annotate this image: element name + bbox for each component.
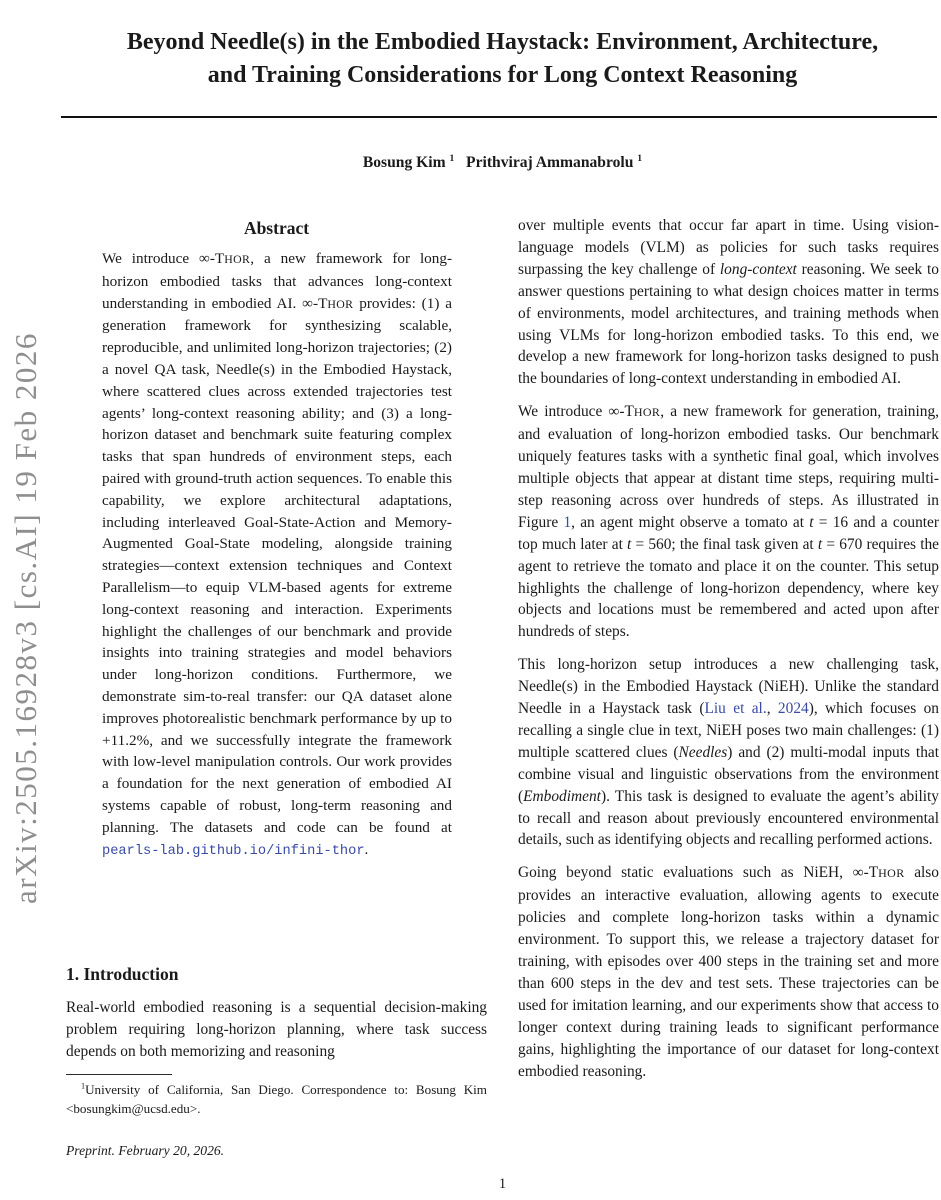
body-paragraph-4 — [518, 862, 939, 1082]
text-segment: = 670 requires the agent to retrieve the tomato and place it on the counter. This setup highlights the challenge of long-horizon dependency, where key objects and locations must be remembered and acted upon after hundreds of steps. — [518, 535, 940, 641]
text-segment: , — [766, 700, 778, 718]
text-segment: We introduce ∞-T — [102, 250, 225, 267]
text-segment: t — [809, 513, 814, 531]
text-segment: = 560; the final task given at — [631, 535, 818, 553]
preprint-note: Preprint. February 20, 2026. — [66, 1143, 225, 1158]
column-left — [66, 218, 487, 862]
figure-1-ref[interactable]: 1 — [563, 513, 572, 531]
text-segment: , an agent might observe a tomato at — [571, 513, 810, 531]
citation-liu-et-al[interactable]: Liu et al. — [704, 700, 767, 718]
paper-title-line1: Beyond Needle(s) in the Embodied Haystack: Environment, Architecture, — [126, 29, 879, 55]
paper-title-line2: and Training Considerations for Long Context Reasoning — [207, 62, 798, 88]
text-segment: . — [364, 840, 369, 858]
text-segment: t — [627, 535, 632, 553]
abstract-heading: Abstract — [243, 218, 310, 238]
text-segment: Needles — [678, 743, 728, 761]
text-segment: = 16 and a counter top much later at — [518, 513, 940, 553]
footnote-text — [66, 1081, 487, 1118]
text-segment: We introduce ∞-T — [518, 403, 634, 421]
text-segment: 1 — [637, 152, 643, 164]
text-segment: ), which focuses on recalling a single clue in text, NiEH poses two main challenges: (1) multiple scattered clues ( — [518, 700, 939, 761]
citation-liu-et-al-year[interactable]: 2024 — [777, 700, 809, 718]
text-segment: University of California, San Diego. Correspondence to: Bosung Kim <bosungkim@ucsd.edu>. — [66, 1082, 487, 1116]
column-right — [518, 215, 939, 1093]
footnote-block — [66, 1074, 487, 1119]
text-segment: HOR — [224, 252, 251, 266]
text-segment: 1 — [81, 1082, 86, 1092]
title-rule — [61, 116, 937, 118]
text-segment: Bosung Kim — [362, 154, 450, 171]
intro-heading: 1. Introduction — [66, 964, 179, 984]
abstract-text — [102, 248, 452, 862]
body-paragraph-2 — [518, 401, 939, 643]
text-segment: HOR — [878, 866, 905, 881]
text-segment: HOR — [327, 296, 354, 311]
text-segment: 1 — [449, 152, 455, 164]
text-segment: long-context — [719, 260, 797, 278]
github-pages-link[interactable]: pearls-lab.github.io/infini-thor — [102, 843, 365, 859]
footnote-rule — [66, 1074, 172, 1075]
text-segment: Prithviraj Ammanabrolu — [454, 154, 638, 171]
text-segment: provides: (1) a generation framework for synthesizing scalable, reproducible, and unlimited long-horizon trajectories; (2) a novel QA task, Needle(s) in the Embodied Haystack, where scattered clues across extended trajectories test agents’ long-context reasoning ability; and (3) a long-horizon dataset and benchmark suite featuring complex tasks that span hundreds of environment steps, each paired with ground-truth action sequences. To enable this capability, we explore architectural adaptations, including interleaved Goal-State-Action and Memory-Augmented Goal-State modeling, alongside training strategies—context extension techniques and Context Parallelism—to equip VLM-based agents for extreme long-context reasoning and interaction. Experiments highlight the challenges of our benchmark and provide insights into training strategies and model behaviors under long-horizon conditions. Furthermore, we demonstrate sim-to-real transfer: our QA dataset alone improves photorealistic benchmark performance by up to +11.2%, and we successfully integrate the framework with low-level manipulation controls. Our work provides a foundation for the next generation of embodied AI systems capable of robust, long-term reasoning and planning. The datasets and code can be found at — [102, 294, 452, 836]
body-paragraph-3 — [518, 654, 939, 851]
text-segment: also provides an interactive evaluation, allowing agents to execute policies and complete long-horizon tasks within a dynamic environment. To support this, we release a trajectory dataset for training, with episodes over 400 steps in the training set and more than 600 steps in the dev and test sets. These trajectories can be used for imitation learning, and our experiments show that access to longer context during training leads to significant performance gains, highlighting the importance of our dataset for long-context embodied reasoning. — [518, 864, 939, 1080]
text-segment: t — [817, 535, 823, 553]
text-segment: ). This task is designed to evaluate the agent’s ability to recall and reason about previously encountered environmental details, such as identifying objects and recalling performed actions. — [518, 787, 939, 849]
authors-line — [66, 154, 939, 172]
text-segment: , a new framework for generation, training, and evaluation of long-horizon embodied tasks. Our benchmark uniquely features tasks with a synthetic final goal, which involves multiple objects that appear at distant time steps, requiring multi-step reasoning across over hundreds of steps. As illustrated in Figure — [518, 403, 939, 531]
arxiv-watermark: arXiv:2505.16928v3 [cs.AI] 19 Feb 2026 — [8, 332, 43, 904]
body-paragraph-1 — [518, 215, 939, 390]
intro-paragraph: Real-world embodied reasoning is a sequential decision-making problem requiring long-horizon planning, where task success depends on both memorizing and reasoning — [66, 999, 487, 1060]
text-segment: Embodiment — [523, 787, 601, 805]
text-segment: over multiple events that occur far apart in time. Using vision-language models (VLM) as policies for such tasks requires surpassing the key challenge of — [518, 217, 939, 278]
text-segment: This long-horizon setup introduces a new challenging task, Needle(s) in the Embodied Haystack (NiEH). Unlike the standard Needle in a Haystack task ( — [518, 656, 939, 718]
text-segment: HOR — [633, 405, 661, 420]
text-segment: reasoning. We seek to answer questions pertaining to what design choices matter in terms of environments, model architectures, and training methods when using VLMs for long-horizon embodied tasks. To this end, we develop a new framework for long-horizon tasks designed to push the boundaries of long-context understanding in embodied AI. — [518, 260, 939, 388]
text-segment: , a new framework for long-horizon embodied tasks that advances long-context understanding in embodied AI. ∞-T — [102, 250, 453, 312]
paper-title — [66, 26, 939, 92]
introduction-section — [66, 964, 487, 1063]
text-segment: ) and (2) multi-modal inputs that combine visual and linguistic observations from the environment ( — [518, 743, 940, 805]
page-number: 1 — [498, 1176, 507, 1192]
text-segment: Going beyond static evaluations such as NiEH, ∞-T — [518, 864, 879, 882]
